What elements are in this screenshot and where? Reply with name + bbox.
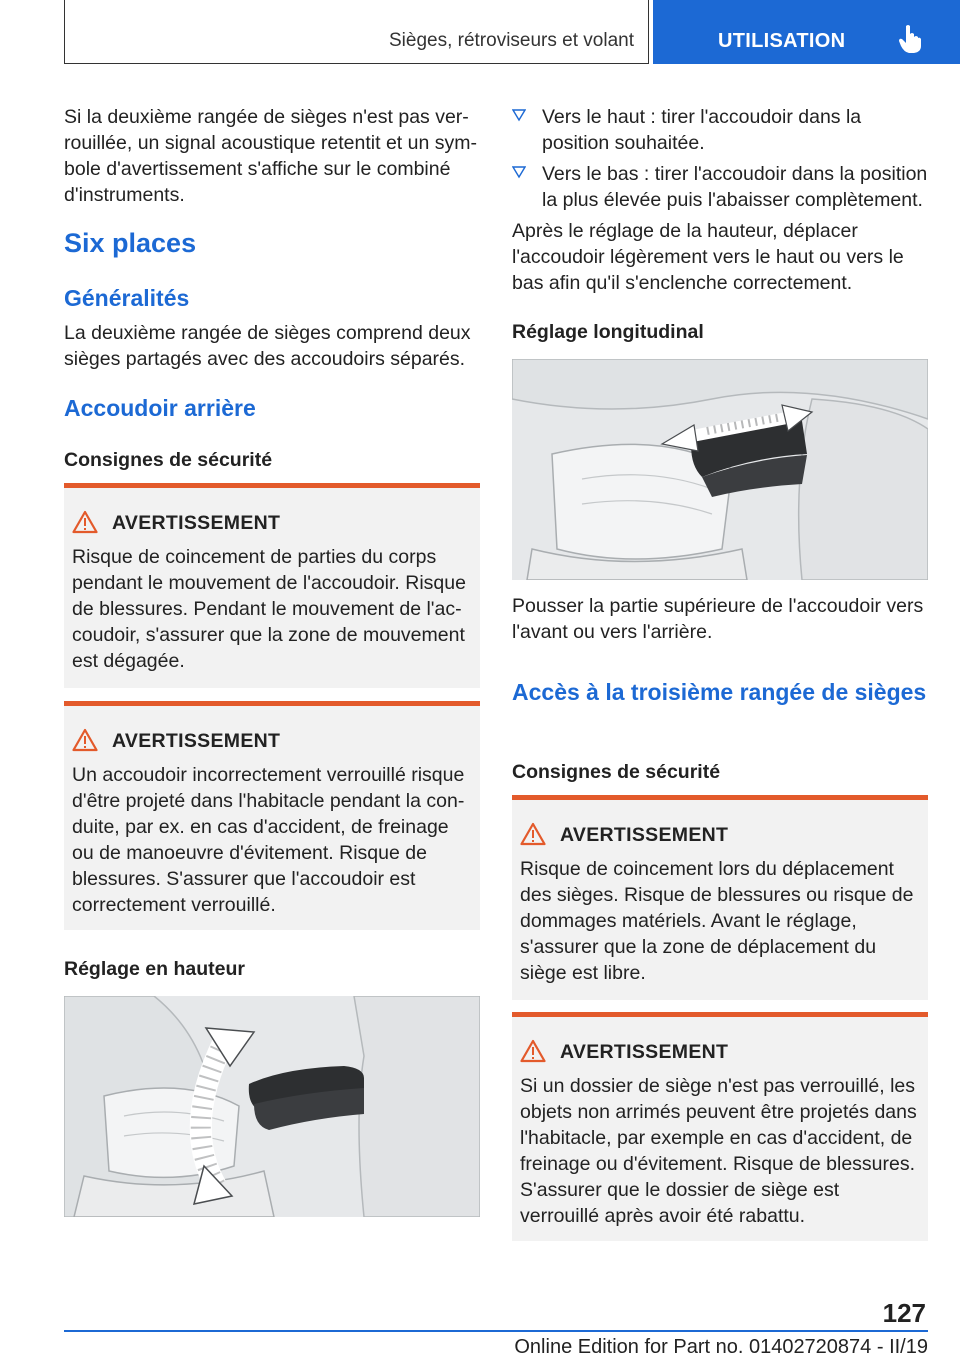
header-section-box [64,0,649,64]
triangle-bullet-icon [512,165,526,179]
warning-text: Risque de coincement lors du déplacement des sièges. Risque de blessures ou risque de dommages matériels. Avant le réglage, s'assurer que la zone de déplacement du siège est libre. [520,858,914,984]
footer-divider [64,1330,928,1332]
armrest-longitudinal-illustration [512,359,928,580]
warning-box [64,701,480,930]
heading-consignes-securite: Consignes de sécurité [512,761,721,783]
warning-triangle-icon [520,822,546,846]
heading-acces-troisieme-rangee: Accès à la troisième rangée de sièges [512,679,927,705]
warning-text: Risque de coincement de parties du corps pendant le mouvement de l'accoudoir. Risque de blessures. Pendant le mouvement de l'accoudoir, s'assurer que la zone de mouvement est dégagée. [72,546,466,672]
pousser-paragraph: Pousser la partie supérieure de l'accoudoir vers l'avant ou vers l'arrière. [512,595,924,643]
intro-paragraph: Si la deuxième rangée de sièges n'est pas verrouillée, un signal acoustique retentit et un symbole d'avertissement s'affiche sur le combiné d'instruments. [64,106,477,206]
heading-accoudoir-arriere: Accoudoir arrière [64,395,256,421]
warning-title: AVERTISSEMENT [560,824,729,846]
warning-box [64,483,480,688]
heading-six-places: Six places [64,228,197,258]
triangle-bullet-icon [512,108,526,122]
warning-text: Si un dossier de siège n'est pas verrouillé, les objets non arrimés peuvent être projetés dans l'habitacle, par exemple en cas d'accident, de freinage ou d'évitement. Risque de blessures. S'assurer que le dossier de siège est verrouillé après avoir été rabattu. [520,1075,917,1227]
warning-triangle-icon [520,1039,546,1063]
generalites-paragraph: La deuxième rangée de sièges comprend deux sièges partagés avec des accoudoirs séparés. [64,322,471,370]
warning-text: Un accoudoir incorrectement verrouillé risque d'être projeté dans l'habitacle pendant la conduite, par ex. en cas d'accident, de freinage ou de manoeuvre d'évitement. Risque de blessures. S'assurer que l'accoudoir est correctement verrouillé. [72,764,465,916]
warning-box [512,1012,928,1241]
heading-generalites: Généralités [64,285,190,311]
warning-triangle-icon [72,510,98,534]
hand-pointer-icon [898,24,922,54]
warning-triangle-icon [72,728,98,752]
heading-reglage-longitudinal: Réglage longitudinal [512,321,704,343]
warning-title: AVERTISSEMENT [112,512,281,534]
tab-label: UTILISATION [718,30,846,52]
warning-title: AVERTISSEMENT [112,730,281,752]
section-title: Sièges, rétroviseurs et volant [388,30,634,51]
page-number: 127 [882,1298,926,1328]
apres-reglage-paragraph: Après le réglage de la hauteur, déplacer l'accoudoir légèrement vers le haut ou vers le bas afin qu'il s'enclenche correctement. [512,220,904,294]
armrest-height-illustration [64,996,480,1217]
warning-box [512,795,928,1000]
heading-reglage-hauteur: Réglage en hauteur [64,958,245,980]
heading-consignes-securite: Consignes de sécurité [64,449,273,471]
footer-edition: Online Edition for Part no. 01402720874 - II/19 [514,1336,928,1358]
header-tab-utilisation[interactable] [653,0,960,64]
warning-title: AVERTISSEMENT [560,1041,729,1063]
